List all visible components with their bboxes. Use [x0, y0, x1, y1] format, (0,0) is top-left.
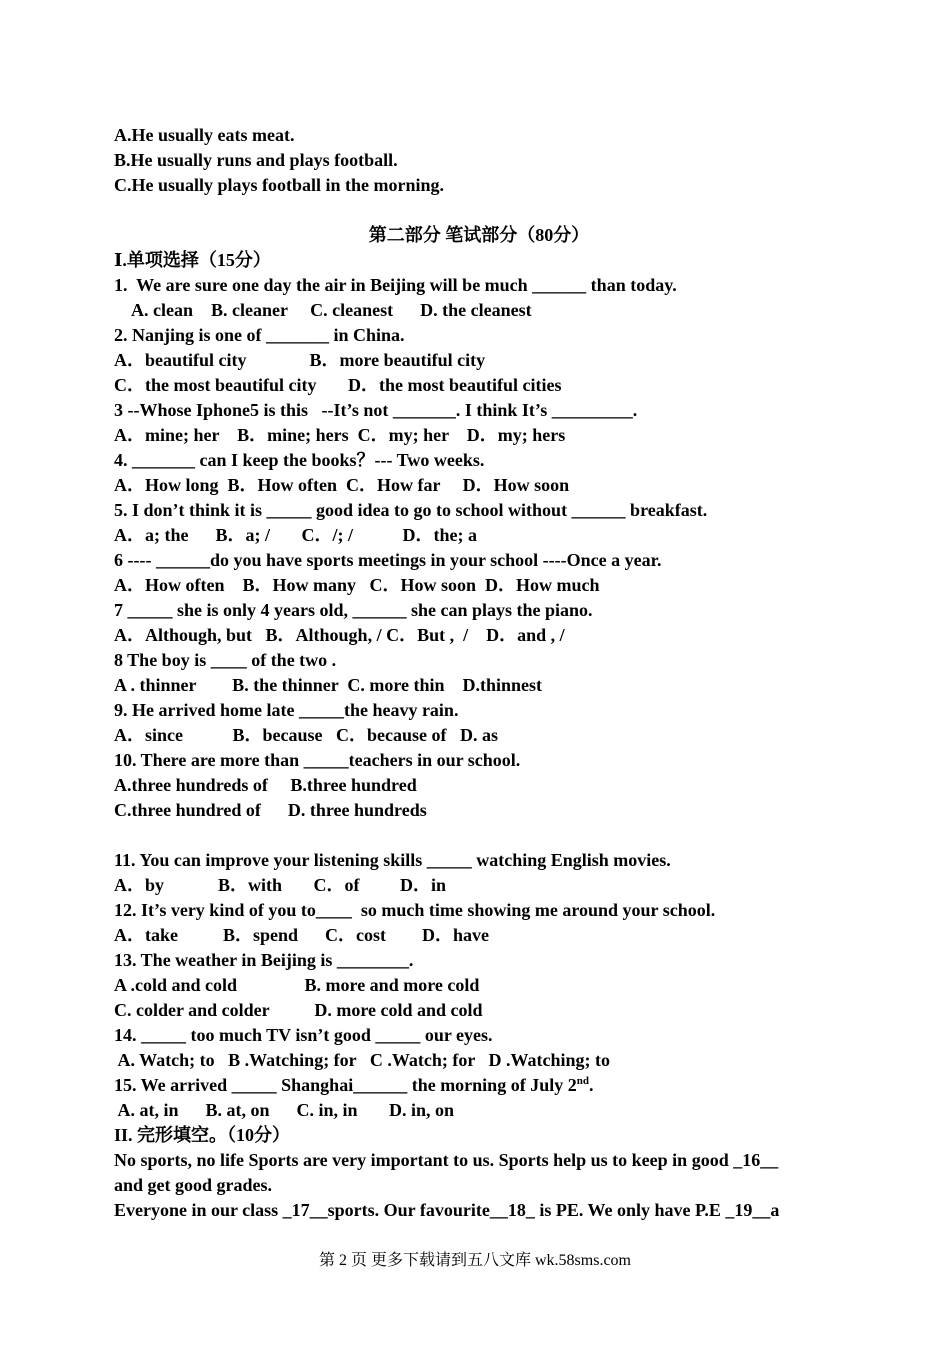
- question-6-options: A．How often B．How many C．How soon D．How much: [114, 575, 600, 595]
- question-1: 1. We are sure one day the air in Beijing will be much ______ than today.: [114, 275, 677, 295]
- question-1-options: A. clean B. cleaner C. cleanest D. the cleanest: [114, 300, 532, 320]
- question-9-options: A．since B．because C．because of D. as: [114, 725, 498, 745]
- question-14-options: A. Watch; to B .Watching; for C .Watch; for D .Watching; to: [114, 1050, 610, 1070]
- question-8-options: A . thinner B. the thinner C. more thin D.thinnest: [114, 675, 543, 695]
- passage-line: Everyone in our class _17__sports. Our favourite__18_ is PE. We only have P.E _19__a: [114, 1200, 780, 1220]
- passage-line: and get good grades.: [114, 1175, 273, 1195]
- question-14: 14. _____ too much TV isn’t good _____ our eyes.: [114, 1025, 493, 1045]
- question-2-options: A．beautiful city B．more beautiful city: [114, 350, 486, 370]
- question-11-options: A．by B．with C．of D．in: [114, 875, 447, 895]
- question-13-options: C. colder and colder D. more cold and cold: [114, 1000, 483, 1020]
- question-3-options: A．mine; her B．mine; hers C．my; her D．my; hers: [114, 425, 566, 445]
- section2-title: II. 完形填空。（10分）: [114, 1125, 291, 1145]
- question-8: 8 The boy is ____ of the two .: [114, 650, 337, 670]
- page-footer: 第 2 页 更多下载请到五八文库 wk.58sms.com: [318, 1252, 631, 1269]
- question-10-options: C.three hundred of D. three hundreds: [114, 800, 427, 820]
- question-2-options: C．the most beautiful city D．the most beautiful cities: [114, 375, 562, 395]
- question-15-tail: .: [588, 1075, 594, 1095]
- question-13: 13. The weather in Beijing is ________.: [114, 950, 414, 970]
- question-5-options: A．a; the B．a; / C．/; / D．the; a: [114, 525, 477, 545]
- question-15-text: 15. We arrived _____ Shanghai______ the morning of July 2: [114, 1075, 577, 1095]
- listening-option-a: A.He usually eats meat.: [114, 125, 295, 145]
- question-12-options: A．take B．spend C．cost D．have: [114, 925, 490, 945]
- passage-line: No sports, no life Sports are very important to us. Sports help us to keep in good _16__: [114, 1150, 779, 1170]
- question-11: 11. You can improve your listening skills _____ watching English movies.: [114, 850, 671, 870]
- question-6: 6 ---- ______do you have sports meetings in your school ----Once a year.: [114, 550, 662, 570]
- question-7-options: A．Although, but B．Although, / C．But , / D．and , /: [114, 625, 565, 645]
- question-15-options: A. at, in B. at, on C. in, in D. in, on: [114, 1100, 455, 1120]
- question-7: 7 _____ she is only 4 years old, ______ she can plays the piano.: [114, 600, 593, 620]
- ordinal-suffix: nd: [576, 1075, 589, 1087]
- question-15: [114, 1073, 844, 1098]
- spacer: [114, 823, 844, 848]
- question-2: 2. Nanjing is one of _______ in China.: [114, 325, 405, 345]
- listening-option-c: C.He usually plays football in the morning.: [114, 175, 445, 195]
- part2-title: 第二部分 笔试部分（80分）: [368, 225, 590, 245]
- question-10-options: A.three hundreds of B.three hundred: [114, 775, 417, 795]
- question-4: 4. _______ can I keep the books？--- Two weeks.: [114, 450, 485, 470]
- spacer: [114, 198, 844, 223]
- page-content: [114, 123, 844, 1223]
- question-10: 10. There are more than _____teachers in our school.: [114, 750, 521, 770]
- question-3: 3 --Whose Iphone5 is this --It’s not _______. I think It’s _________.: [114, 400, 638, 420]
- question-13-options: A .cold and cold B. more and more cold: [114, 975, 480, 995]
- question-12: 12. It’s very kind of you to____ so much time showing me around your school.: [114, 900, 716, 920]
- listening-option-b: B.He usually runs and plays football.: [114, 150, 398, 170]
- question-4-options: A．How long B．How often C．How far D．How soon: [114, 475, 570, 495]
- question-5: 5. I don’t think it is _____ good idea to go to school without ______ breakfast.: [114, 500, 708, 520]
- question-9: 9. He arrived home late _____the heavy rain.: [114, 700, 459, 720]
- section1-title: Ⅰ.单项选择（15分）: [114, 250, 271, 270]
